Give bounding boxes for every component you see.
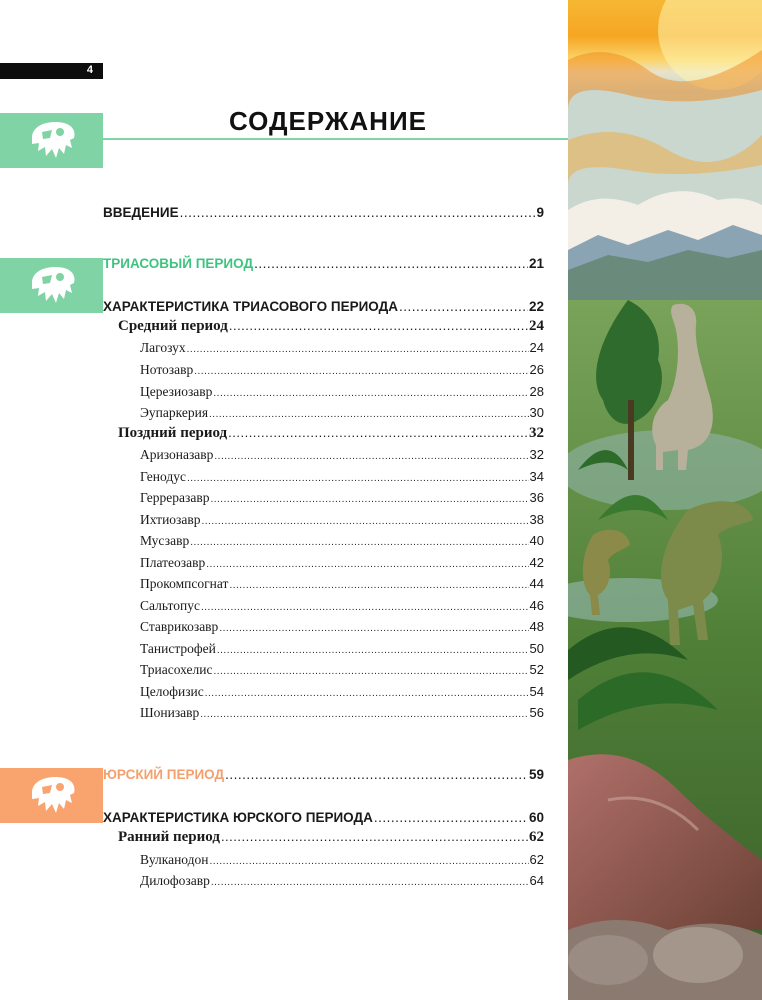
leader-dots: [213, 388, 528, 399]
toc-label: Церезиозавр: [140, 384, 213, 399]
toc-entry[interactable]: [140, 705, 544, 721]
toc-page: 46: [529, 598, 544, 613]
section-tab-triassic: [0, 258, 103, 313]
dinosaur-skull-icon: [26, 773, 78, 819]
section-tab-intro: [0, 113, 103, 168]
toc-page: 24: [529, 318, 544, 334]
toc-label: Ихтиозавр: [140, 512, 201, 527]
toc-page: 30: [529, 405, 544, 420]
toc-page: 64: [529, 873, 544, 888]
toc-label: Вулканодон: [140, 852, 209, 867]
toc-page: 26: [529, 362, 544, 377]
toc-entry-triassic-late[interactable]: [118, 425, 544, 442]
leader-dots: [399, 299, 528, 314]
toc-label: ВВЕДЕНИЕ: [103, 205, 179, 220]
leader-dots: [374, 810, 528, 825]
toc-entry-jurassic-overview[interactable]: [103, 810, 544, 825]
toc-label: Ставрикозавр: [140, 619, 219, 634]
toc-page: 21: [528, 256, 544, 271]
page-number-bar: [0, 63, 103, 79]
toc-label: Лагозух: [140, 340, 186, 355]
toc-page: 62: [529, 852, 544, 867]
toc-entry[interactable]: [140, 555, 544, 571]
leader-dots: [200, 709, 528, 720]
leader-dots: [254, 256, 528, 271]
toc-label: Сальтопус: [140, 598, 200, 613]
toc-label: Дилофозавр: [140, 873, 210, 888]
leader-dots: [225, 767, 528, 782]
leader-dots: [228, 425, 528, 440]
toc-page: 52: [529, 662, 544, 677]
toc-entry-triassic[interactable]: [103, 256, 544, 271]
page-number: 4: [86, 64, 93, 76]
toc-page: 56: [529, 705, 544, 720]
leader-dots: [229, 580, 528, 591]
toc-entry-intro[interactable]: [103, 205, 544, 220]
toc-entry[interactable]: [140, 405, 544, 421]
leader-dots: [229, 318, 528, 333]
toc-entry-jurassic-early[interactable]: [118, 829, 544, 846]
leader-dots: [201, 602, 529, 613]
toc-label: Платеозавр: [140, 555, 206, 570]
leader-dots: [187, 344, 529, 355]
toc-label: Эупаркерия: [140, 405, 209, 420]
toc-entry[interactable]: [140, 873, 544, 889]
toc-page: 38: [529, 512, 544, 527]
leader-dots: [211, 877, 529, 888]
toc-entry[interactable]: [140, 490, 544, 506]
toc-label: Ранний период: [118, 829, 220, 845]
toc-label: Аризоназавр: [140, 447, 214, 462]
toc-entry[interactable]: [140, 852, 544, 868]
toc-entry-triassic-overview[interactable]: [103, 299, 544, 314]
toc-label: Поздний период: [118, 425, 228, 441]
toc-page: 48: [529, 619, 544, 634]
toc-entry[interactable]: [140, 384, 544, 400]
toc-label: Мусзавр: [140, 533, 190, 548]
toc-page: 28: [529, 384, 544, 399]
leader-dots: [213, 666, 528, 677]
leader-dots: [210, 494, 528, 505]
toc-entry[interactable]: [140, 619, 544, 635]
toc-page: 34: [529, 469, 544, 484]
toc-page: 22: [528, 299, 544, 314]
toc-page: 60: [528, 810, 544, 825]
toc-entry[interactable]: [140, 641, 544, 657]
toc-label: ЮРСКИЙ ПЕРИОД: [103, 767, 225, 782]
toc-entry[interactable]: [140, 533, 544, 549]
toc-label: Нотозавр: [140, 362, 194, 377]
leader-dots: [190, 537, 528, 548]
toc-label: ХАРАКТЕРИСТИКА ЮРСКОГО ПЕРИОДА: [103, 810, 373, 825]
page-title: СОДЕРЖАНИЕ: [229, 106, 427, 136]
leader-dots: [219, 623, 528, 634]
toc-label: Герреразавр: [140, 490, 210, 505]
toc-page: 32: [529, 447, 544, 462]
leader-dots: [187, 473, 529, 484]
section-tab-jurassic: [0, 768, 103, 823]
toc-entry[interactable]: [140, 340, 544, 356]
leader-dots: [214, 451, 528, 462]
leader-dots: [210, 856, 529, 867]
toc-entry[interactable]: [140, 447, 544, 463]
leader-dots: [180, 205, 536, 220]
toc-entry[interactable]: [140, 576, 544, 592]
toc-label: Средний период: [118, 318, 228, 334]
toc-entry[interactable]: [140, 684, 544, 700]
toc-page: 59: [528, 767, 544, 782]
leader-dots: [209, 409, 529, 420]
toc-page: 50: [529, 641, 544, 656]
prehistoric-landscape-illustration: [568, 0, 762, 1000]
toc-entry-triassic-middle[interactable]: [118, 318, 544, 335]
toc-page: 9: [536, 205, 544, 220]
toc-page: 36: [529, 490, 544, 505]
toc-page: 42: [529, 555, 544, 570]
toc-entry[interactable]: [140, 512, 544, 528]
toc-label: Прокомпсогнат: [140, 576, 229, 591]
toc-label: Танистрофей: [140, 641, 216, 656]
toc-page: 40: [529, 533, 544, 548]
dinosaur-skull-icon: [26, 263, 78, 309]
toc-page: 32: [529, 425, 544, 441]
toc-label: Целофизис: [140, 684, 204, 699]
toc-entry[interactable]: [140, 598, 544, 614]
toc-label: Генодус: [140, 469, 186, 484]
toc-entry[interactable]: [140, 362, 544, 378]
dinosaur-skull-icon: [26, 118, 78, 164]
leader-dots: [217, 645, 529, 656]
leader-dots: [202, 516, 529, 527]
toc-label: Триасохелис: [140, 662, 213, 677]
toc-label: ТРИАСОВЫЙ ПЕРИОД: [103, 256, 254, 271]
toc-label: ХАРАКТЕРИСТИКА ТРИАСОВОГО ПЕРИОДА: [103, 299, 398, 314]
leader-dots: [205, 688, 529, 699]
leader-dots: [194, 366, 528, 377]
toc-page: 44: [529, 576, 544, 591]
toc-entry[interactable]: [140, 469, 544, 485]
title-divider: [103, 138, 568, 140]
toc-label: Шонизавр: [140, 705, 200, 720]
toc-page: 24: [529, 340, 544, 355]
toc-entry[interactable]: [140, 662, 544, 678]
leader-dots: [221, 829, 528, 844]
toc-page: 54: [529, 684, 544, 699]
toc-page: 62: [529, 829, 544, 845]
toc-entry-jurassic[interactable]: [103, 767, 544, 782]
leader-dots: [206, 559, 528, 570]
